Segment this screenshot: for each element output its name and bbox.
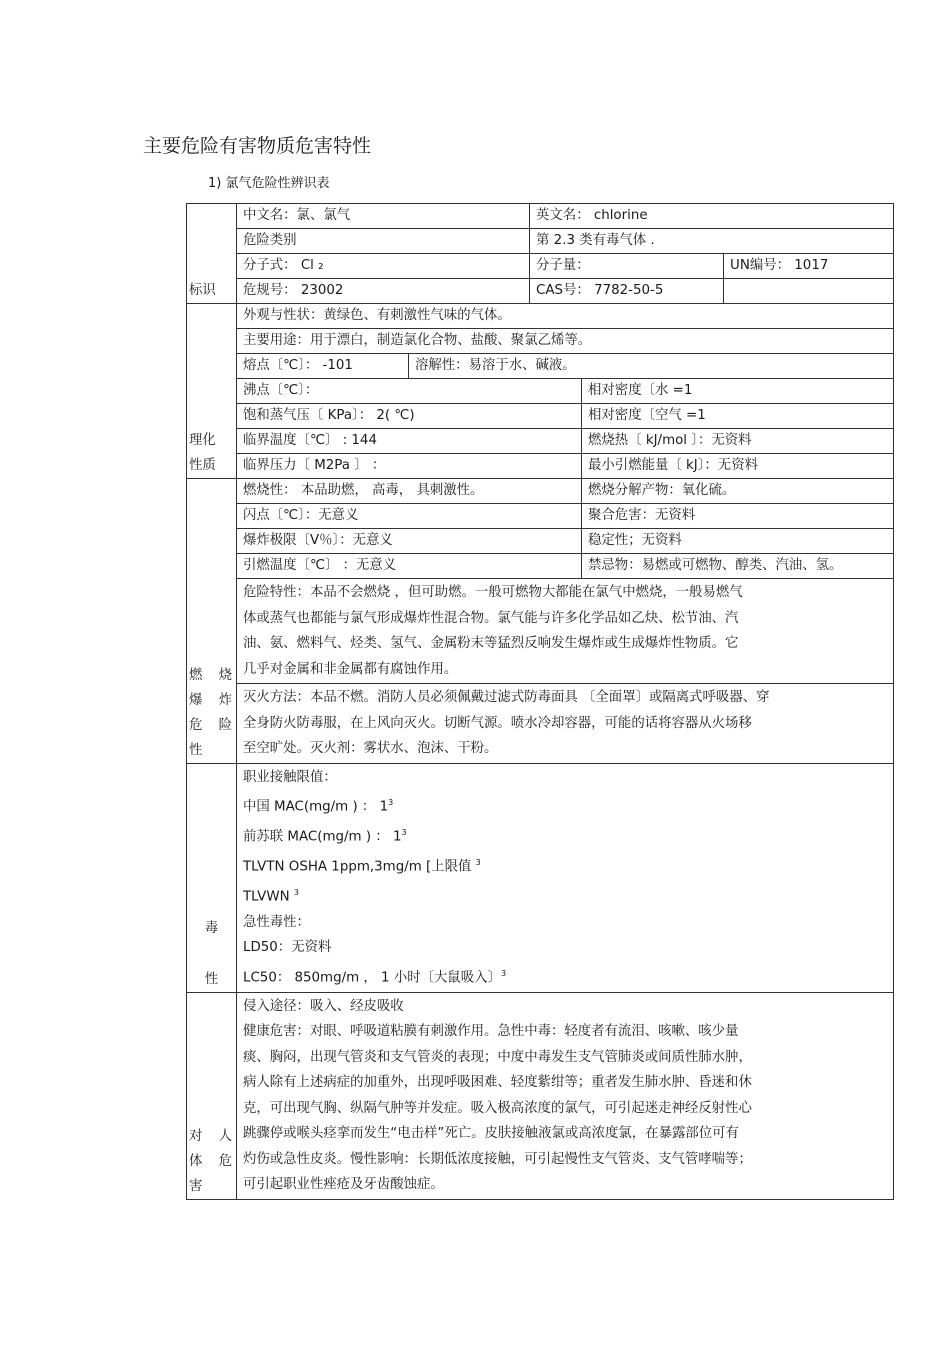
- english-name: 英文名： chlorine: [530, 204, 894, 229]
- chlorine-hazard-table: [186, 203, 894, 1200]
- incompatible-materials: 禁忌物：易燃或可燃物、醇类、汽油、氢。: [582, 554, 894, 579]
- un-number: UN编号： 1017: [724, 254, 894, 279]
- hazard-class-value: 第 2.3 类有毒气体 .: [530, 229, 894, 254]
- page-title: 主要危险有害物质危害特性: [143, 135, 372, 157]
- hazard-characteristics: 危险特性：本品不会燃烧 ，但可助燃。一般可燃物大都能在氯气中燃烧，一般易燃气 体或蒸气也都能与氯气形成爆炸性混合物。氯气能与许多化学品如乙炔、松节油、汽 油、氨、燃料气、烃类、氢气、金属粉末等猛烈反响发生爆炸或生成爆炸性物质。它 几乎对金属和非金属都有腐蚀作用。: [237, 579, 894, 684]
- molecular-weight: 分子量：: [530, 254, 724, 279]
- relative-density-air: 相对密度〔空气 =1: [582, 404, 894, 429]
- section-fire-explosion: 燃 烧 爆 炸 危 险 性: [187, 479, 237, 764]
- chinese-name: 中文名：氯、氯气: [237, 204, 530, 229]
- china-mac: 中国 MAC(mg/m ) ： 1: [243, 799, 389, 815]
- relative-density-water: 相对密度〔水 =1: [582, 379, 894, 404]
- flash-point: 闪点〔℃〕：无意义: [237, 504, 582, 529]
- combustion-products: 燃烧分解产物：氧化硫。: [582, 479, 894, 504]
- hazard-class-label: 危险类别: [237, 229, 530, 254]
- toxicity-details: 职业接触限值： 中国 MAC(mg/m ) ： $1^3$ 前苏联 MAC(mg/m ) ： $1^3$ TLVTN OSHA 1ppm,3mg/m [上限值 $^3$ TLVWN $^3$ 急性毒性： LD50：无资料 LC50： 850mg/m ， 1 小时〔大鼠吸入〕$^3$: [237, 763, 894, 992]
- cas-number: CAS号： 7782-50-5: [530, 279, 724, 304]
- main-usage: 主要用途：用于漂白，制造氯化合物、盐酸、聚氯乙烯等。: [237, 329, 894, 354]
- flammability: 燃烧性： 本品助燃， 高毒， 具刺激性。: [237, 479, 582, 504]
- section-toxicity: 毒 性: [187, 763, 237, 992]
- stability: 稳定性；无资料: [582, 529, 894, 554]
- health-hazard-details: 侵入途径：吸入、经皮吸收 健康危害：对眼、呼吸道粘膜有刺激作用。急性中毒：轻度者有流泪、咳嗽、咳少量 痰、胸闷，出现气管炎和支气管炎的表现；中度中毒发生支气管肺炎或间质性肺水肿， 病人除有上述病症的加重外，出现呼吸困难、轻度紫绀等；重者发生肺水肿、昏迷和休 克，可出现气胸、纵隔气肿等并发症。吸入极高浓度的氯气，可引起迷走神经反射性心 跳骤停或喉头痉挛而发生“电击样”死亡。皮肤接触液氯或高浓度氯，在暴露部位可有 灼伤或急性皮炎。慢性影响：长期低浓度接触，可引起慢性支气管炎、支气管哮喘等； 可引起职业性痤疮及牙齿酸蚀症。: [237, 992, 894, 1199]
- melting-point: 熔点〔℃〕： -101: [237, 354, 409, 379]
- dangerous-goods-number: 危规号： 23002: [237, 279, 530, 304]
- critical-pressure: 临界压力〔 M2Pa 〕 ：: [237, 454, 582, 479]
- boiling-point: 沸点〔℃〕：: [237, 379, 582, 404]
- lc50: LC50： 850mg/m ， 1 小时〔大鼠吸入〕: [243, 970, 501, 986]
- ignition-temperature: 引燃温度〔℃〕 ：无意义: [237, 554, 582, 579]
- ussr-mac: 前苏联 MAC(mg/m ) ： 1: [243, 829, 402, 845]
- heat-of-combustion: 燃烧热〔 kJ/mol 〕：无资料: [582, 429, 894, 454]
- molecular-formula: 分子式： Cl ₂: [237, 254, 530, 279]
- solubility: 溶解性：易溶于水、碱液。: [409, 354, 894, 379]
- section-identification: 标识: [187, 204, 237, 304]
- polymerization-hazard: 聚合危害：无资料: [582, 504, 894, 529]
- min-ignition-energy: 最小引燃能量〔 kJ〕：无资料: [582, 454, 894, 479]
- section-physical-chemical: 理化 性质: [187, 304, 237, 479]
- fire-fighting-method: 灭火方法：本品不燃。消防人员必须佩戴过滤式防毒面具 〔全面罩〕或隔离式呼吸器、穿 全身防火防毒服，在上风向灭火。切断气源。喷水冷却容器，可能的话将容器从火场移 至空旷处。灭火剂：雾状水、泡沫、干粉。: [237, 684, 894, 764]
- table-caption: 1) 氯气危险性辨识表: [208, 176, 330, 191]
- section-health-hazard: 对 人 体 危 害: [187, 992, 237, 1199]
- explosion-limit: 爆炸极限〔V％〕：无意义: [237, 529, 582, 554]
- tlvwn: TLVWN: [243, 889, 290, 905]
- tlvtn: TLVTN OSHA 1ppm,3mg/m [上限值: [243, 859, 472, 875]
- vapor-pressure: 饱和蒸气压〔 KPa〕： 2( ℃): [237, 404, 582, 429]
- critical-temperature: 临界温度〔℃〕 : 144: [237, 429, 582, 454]
- ld50: LD50：无资料: [243, 940, 332, 956]
- appearance: 外观与性状：黄绿色、有刺激性气味的气体。: [237, 304, 894, 329]
